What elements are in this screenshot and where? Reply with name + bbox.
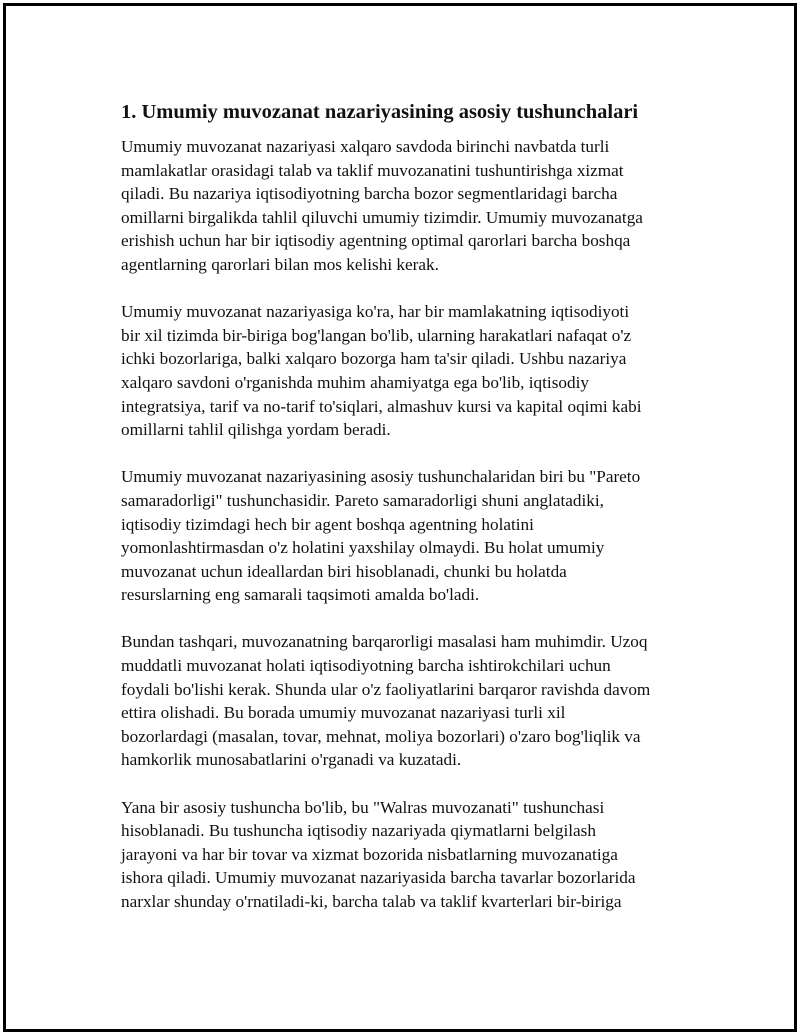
text-line: iqtisodiy tizimdagi hech bir agent boshqa agentning holatini (121, 514, 534, 534)
text-line: ishora qiladi. Umumiy muvozanat nazariyasida barcha tavarlar bozorlarida (121, 868, 636, 888)
paragraph (121, 135, 691, 277)
text-line: Bundan tashqari, muvozanatning barqarorligi masalasi ham muhimdir. Uzoq (121, 632, 648, 652)
paragraph (121, 300, 691, 442)
text-line: bozorlardagi (masalan, tovar, mehnat, moliya bozorlari) o'zaro bog'liqlik va (121, 726, 641, 746)
page-frame (3, 3, 797, 1032)
text-line: foydali bo'lishi kerak. Shunda ular o'z faoliyatlarini barqaror ravishda davom (121, 679, 651, 699)
text-line: yomonlashtirmasdan o'z holatini yaxshilay olmaydi. Bu holat umumiy (121, 538, 605, 558)
text-line: integratsiya, tarif va no-tarif to'siqlari, almashuv kursi va kapital oqimi kabi (121, 396, 642, 416)
text-line: Umumiy muvozanat nazariyasining asosiy tushunchalaridan biri bu "Pareto (121, 467, 641, 487)
text-line: ichki bozorlariga, balki xalqaro bozorga ham ta'sir qiladi. Ushbu nazariya (121, 349, 627, 369)
paragraph (121, 630, 691, 772)
section-title: 1. Umumiy muvozanat nazariyasining asosiy tushunchalari (121, 101, 639, 123)
text-line: erishish uchun har bir iqtisodiy agentning optimal qarorlari barcha boshqa (121, 231, 631, 251)
text-line: xalqaro savdoni o'rganishda muhim ahamiyatga ega bo'lib, iqtisodiy (121, 372, 589, 392)
text-line: resurslarning eng samarali taqsimoti amalda bo'ladi. (121, 585, 480, 605)
text-line: bir xil tizimda bir-biriga bog'langan bo'lib, ularning harakatlari nafaqat o'z (121, 325, 632, 345)
text-line: hamkorlik munosabatlarini o'rganadi va kuzatadi. (121, 750, 462, 770)
text-line: qiladi. Bu nazariya iqtisodiyotning barcha bozor segmentlaridagi barcha (121, 184, 618, 204)
text-line: Yana bir asosiy tushuncha bo'lib, bu "Walras muvozanati" tushunchasi (121, 797, 605, 817)
document-body (121, 98, 691, 937)
text-line: muddatli muvozanat holati iqtisodiyotning barcha ishtirokchilari uchun (121, 656, 611, 676)
text-line: jarayoni va har bir tovar va xizmat bozorida nisbatlarning muvozanatiga (121, 844, 618, 864)
text-line: narxlar shunday o'rnatiladi-ki, barcha talab va taklif kvarterlari bir-biriga (121, 892, 622, 911)
paragraph (121, 465, 691, 607)
text-line: muvozanat uchun ideallardan biri hisoblanadi, chunki bu holatda (121, 561, 567, 581)
text-line: agentlarning qarorlari bilan mos kelishi kerak. (121, 254, 439, 274)
text-line: mamlakatlar orasidagi talab va taklif muvozanatini tushuntirishga xizmat (121, 160, 624, 180)
text-line: Umumiy muvozanat nazariyasi xalqaro savdoda birinchi navbatda turli (121, 137, 610, 156)
text-line: samaradorligi" tushunchasidir. Pareto samaradorligi shuni anglatadiki, (121, 490, 604, 510)
paragraph-list (121, 135, 691, 914)
text-line: hisoblanadi. Bu tushuncha iqtisodiy nazariyada qiymatlarni belgilash (121, 821, 596, 841)
text-line: Umumiy muvozanat nazariyasiga ko'ra, har bir mamlakatning iqtisodiyoti (121, 302, 630, 322)
text-line: omillarni tahlil qilishga yordam beradi. (121, 420, 391, 440)
text-line: omillarni birgalikda tahlil qiluvchi umumiy tizimdir. Umumiy muvozanatga (121, 207, 643, 227)
text-line: ettira olishadi. Bu borada umumiy muvozanat nazariyasi turli xil (121, 703, 566, 723)
paragraph (121, 796, 691, 914)
